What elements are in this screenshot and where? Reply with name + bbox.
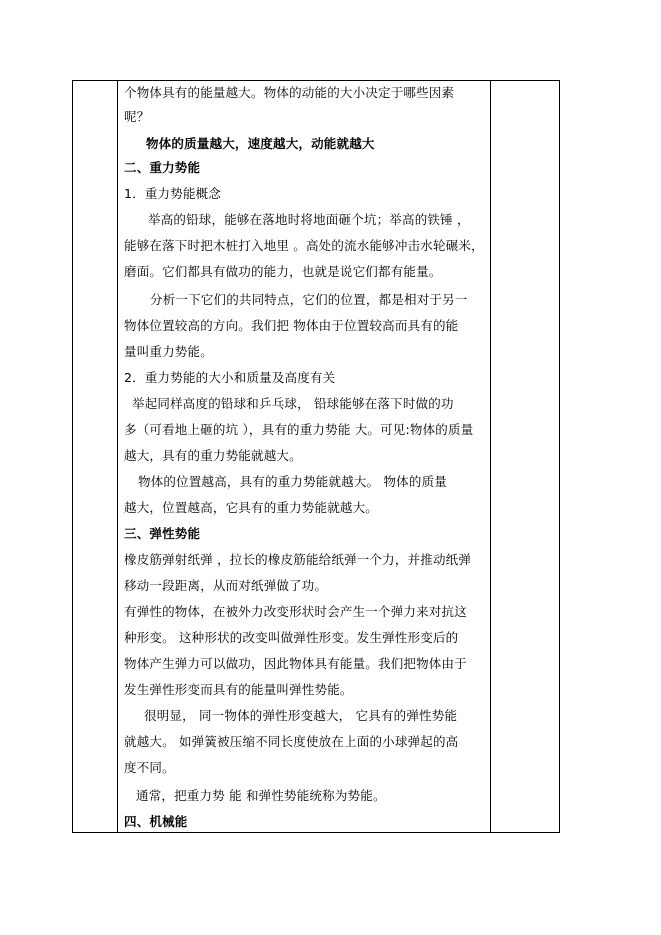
text-line: 种形变。 这种形状的改变叫做弹性形变。发生弹性形变后的 [124,630,459,645]
table-column-divider-right [490,81,491,832]
text-line: 橡皮筋弹射纸弹 ，拉长的橡皮筋能给纸弹一个力，并推动纸弹 [124,552,472,567]
text-line: 移动一段距离，从而对纸弹做了功。 [124,578,328,593]
text-line: 多（可看地上砸的坑 ），具有的重力势能 大。可见:物体的质量 [124,422,474,437]
text-line: 呢？ [124,109,150,124]
text-line: 物体位置较高的方向。我们把 物体由于位置较高而具有的能 [124,318,459,333]
text-line-emphasis: 物体的质量越大，速度越大，动能就越大 [146,136,375,151]
section-heading: 三、弹性势能 [124,526,201,541]
text-line: 能够在落下时把木桩打入地里 。高处的流水能够冲击水轮碾米， [124,238,484,253]
text-line: 举起同样高度的铅球和乒乓球， 铅球能够在落下时做的功 [132,396,454,411]
text-line: 有弹性的物体，在被外力改变形状时会产生一个弹力来对抗这 [124,604,467,619]
text-line: 量叫重力势能。 [124,344,213,359]
text-line: 越大，位置越高，它具有的重力势能就越大。 [124,500,379,515]
section-heading: 四、机械能 [124,814,188,829]
subsection-heading: 1．重力势能概念 [124,186,222,201]
text-line: 越大，具有的重力势能就越大。 [124,448,302,463]
table-column-divider-left [117,81,118,832]
section-heading: 二、重力势能 [124,160,201,175]
text-line: 举高的铅球，能够在落地时将地面砸个坑；举高的铁锤 ， [148,212,470,227]
text-line: 很明显， 同一物体的弹性形变越大， 它具有的弹性势能 [144,708,458,723]
text-line: 个物体具有的能量越大。物体的动能的大小决定于哪些因素 [124,85,455,100]
text-line: 磨面。它们都具有做功的能力，也就是说它们都有能量。 [124,264,442,279]
text-line: 发生弹性形变而具有的能量叫弹性势能。 [124,682,353,697]
subsection-heading: 2．重力势能的大小和质量及高度有关 [124,370,336,385]
text-line: 通常，把重力势 能 和弹性势能统称为势能。 [136,788,386,803]
text-line: 就越大。 如弹簧被压缩不同长度使放在上面的小球弹起的高 [124,734,459,749]
text-line: 物体的位置越高，具有的重力势能就越大。 物体的质量 [138,474,447,489]
text-line: 物体产生弹力可以做功，因此物体具有能量。我们把物体由于 [124,656,467,671]
text-line: 分析一下它们的共同特点，它们的位置，都是相对于另一 [150,292,468,307]
text-line: 度不同。 [124,760,175,775]
